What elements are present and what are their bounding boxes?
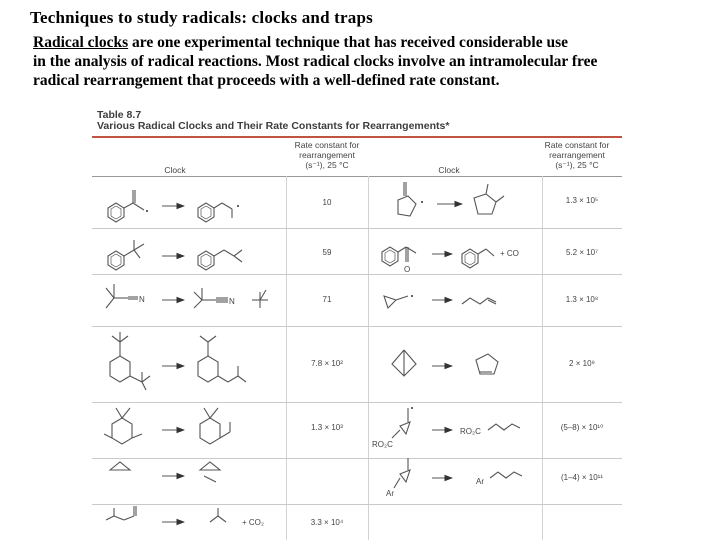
table-caption [97,110,449,132]
benzene-ring-icon [382,247,398,266]
rate-constant-left: 10 [322,198,332,207]
header-rate-left: Rate constant for rearrangement (s⁻¹), 25 °C [294,140,360,170]
rate-constant-right: (1–4) × 10¹¹ [560,473,604,482]
rate-constant-right: 1.3 × 10⁵ [565,196,599,205]
nitrogen-label: N [229,297,235,306]
co2-label: + CO₂ [242,518,264,527]
oxygen-label: O [404,265,411,274]
co-label: + CO [500,249,519,258]
radical-clock-table [92,176,622,540]
rate-constant-right: 5.2 × 10⁷ [565,248,599,257]
rate-constant-right: (5–8) × 10¹⁰ [560,423,604,432]
intro-paragraph [33,33,713,90]
header-clock-right: Clock [438,165,460,175]
intro-line-3: radical rearrangement that proceeds with a well-defined rate constant. [33,72,500,89]
rate-constant-left: 1.3 × 10³ [311,423,343,432]
page-title: Techniques to study radicals: clocks and traps [30,8,373,27]
benzene-ring-icon [198,203,214,222]
ester-label: RO₂C [372,440,393,449]
rate-constant-left: 7.8 × 10² [311,359,343,368]
benzene-ring-icon [198,251,214,270]
caption-rule [92,136,622,138]
aryl-label: Ar [476,477,484,486]
radical-clocks-term: Radical clocks [33,34,129,51]
intro-line-2: in the analysis of radical reactions. Most radical clocks involve an intramolecular free [33,53,598,70]
table-number: Table 8.7 [97,109,142,121]
rate-constant-right: 1.3 × 10⁸ [565,295,599,304]
structure-drawings [92,176,622,540]
benzene-ring-icon [108,203,124,222]
header-rate-right: Rate constant for rearrangement (s⁻¹), 25 °C [544,140,610,170]
nitrogen-label: N [139,295,145,304]
rate-constant-left: 59 [322,248,332,257]
header-clock-left: Clock [164,165,186,175]
rate-constant-left: 71 [322,295,332,304]
benzene-ring-icon [108,251,124,270]
aryl-label: Ar [386,489,394,498]
ester-label: RO₂C [460,427,481,436]
intro-line-1: are one experimental technique that has received considerable use [128,34,568,51]
benzene-ring-icon [462,249,478,268]
rate-constant-left: 3.3 × 10⁴ [310,518,344,527]
table-title: Various Radical Clocks and Their Rate Constants for Rearrangements* [97,120,450,132]
rate-constant-right: 2 × 10⁹ [569,359,595,368]
